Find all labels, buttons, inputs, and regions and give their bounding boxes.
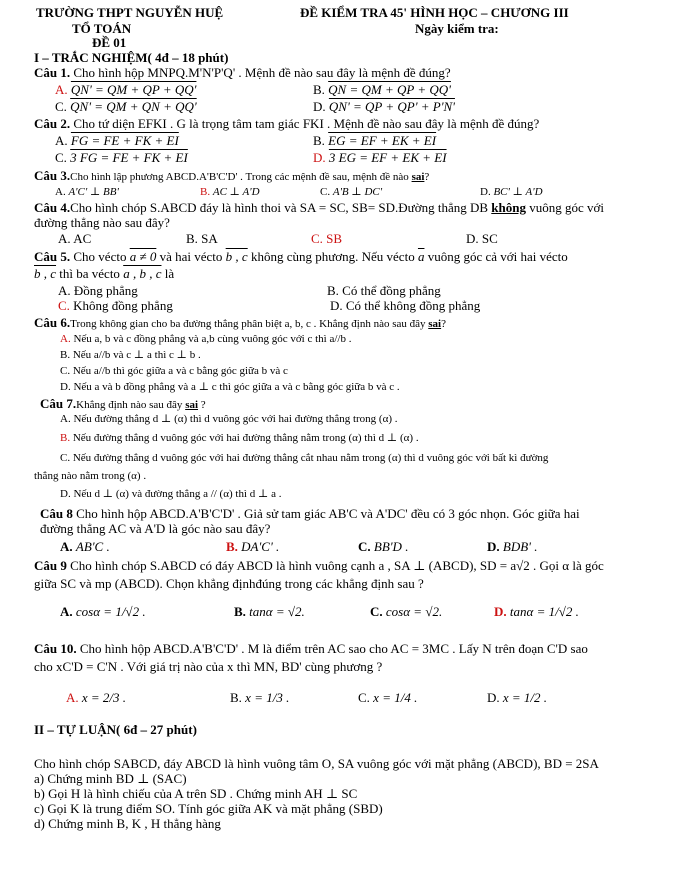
q9-option-b: B. tanα = √2. (234, 604, 305, 619)
q7-option-a: A. Nếu đường thẳng d ⊥ (α) thì d vuông góc với hai đường thẳng trong (α) . (60, 413, 398, 425)
q1-option-d: D. QN' = QP + QP' + P'N' (313, 99, 455, 114)
q6-option-a: A. Nếu a, b và c đồng phẳng và a,b cùng vuông góc với c thì a//b . (60, 333, 352, 345)
exam-title: ĐỀ KIỂM TRA 45' HÌNH HỌC – CHƯƠNG III (300, 5, 569, 20)
essay-item-a: a) Chứng minh BD ⊥ (SAC) (34, 771, 187, 786)
q1-option-c: C. QN' = QM + QN + QQ' (55, 99, 197, 114)
question-4: Câu 4.Cho hình chóp S.ABCD đáy là hình thoi và SA = SC, SB= SD.Đường thẳng DB không vuông góc với (34, 200, 604, 215)
essay-prompt: Cho hình chóp SABCD, đáy ABCD là hình vuông tâm O, SA vuông góc với mặt phẳng (ABCD), BD = 2SA (34, 756, 599, 771)
essay-item-c: c) Gọi K là trung điểm SO. Tính góc giữa AK và mặt phẳng (SBD) (34, 801, 383, 816)
exam-code: ĐỀ 01 (92, 35, 127, 50)
q2-option-a: A. FG = FE + FK + EI (55, 133, 179, 148)
q9-option-d: D. tanα = 1/√2 . (494, 604, 579, 619)
q7-option-c: C. Nếu đường thẳng d vuông góc với hai đường thẳng cắt nhau nằm trong (α) thì d vuông góc với bất kì đường (60, 452, 549, 464)
q5-option-d: D. Có thể không đồng phẳng (330, 298, 481, 313)
question-1: Câu 1. Cho hình hộp MNPQ.M'N'P'Q' . Mệnh đề nào sau đây là mệnh đề đúng? (34, 65, 451, 80)
department: TỔ TOÁN (72, 21, 132, 36)
q3-option-b: B. AC ⊥ A'D (200, 186, 260, 198)
q8-option-c: C. BB'D . (358, 539, 409, 554)
question-9-line2: giữa SC và mp (ABCD). Chọn khẳng địnhđúng trong các khẳng định sau ? (34, 576, 424, 591)
q1-option-a: A. QN' = QM + QP + QQ' (55, 82, 197, 97)
question-8: Câu 8 Cho hình hộp ABCD.A'B'C'D' . Giả sử tam giác AB'C và A'DC' đều có 3 góc nhọn. Góc giữa hai (40, 506, 580, 521)
question-6: Câu 6.Trong không gian cho ba đường thẳng phân biệt a, b, c . Khẳng định nào sau đây sai? (34, 315, 446, 330)
q7-option-b: B. Nếu đường thẳng d vuông góc với hai đường thẳng nằm trong (α) thì d ⊥ (α) . (60, 432, 419, 444)
q5-option-b: B. Có thể đồng phẳng (327, 283, 441, 298)
q6-option-c: C. Nếu a//b thì góc giữa a và c bằng góc giữa b và c (60, 365, 288, 377)
q3-option-c: C. A'B ⊥ DC' (320, 186, 383, 198)
q9-option-a: A. cosα = 1/√2 . (60, 604, 146, 619)
school-name: TRƯỜNG THPT NGUYỄN HUỆ (36, 5, 224, 20)
q2-option-d: D. 3 EG = EF + EK + EI (313, 150, 447, 165)
q3-option-d: D. BC' ⊥ A'D (480, 186, 543, 198)
question-5: Câu 5. Cho vécto a ≠ 0 và hai vécto b , c không cùng phương. Nếu vécto $\overline{a}$ vuông góc cả với hai vécto (34, 249, 568, 264)
q7-option-d: D. Nếu d ⊥ (α) và đường thẳng a // (α) thì d ⊥ a . (60, 488, 282, 500)
essay-item-b: b) Gọi H là hình chiếu của A trên SD . Chứng minh AH ⊥ SC (34, 786, 358, 801)
question-7: Câu 7.Khẳng định nào sau đây sai ? (40, 396, 206, 411)
question-2: Câu 2. Cho tứ diện EFKI . G là trọng tâm tam giác FKI . Mệnh đề nào sau đây là mệnh đề đúng? (34, 116, 540, 131)
question-10-line2: cho xC'D = C'N . Với giá trị nào của x thì MN, BD' cùng phương ? (34, 659, 383, 674)
q4-option-b: B. SA (186, 231, 218, 246)
part2-title: II – TỰ LUẬN( 6đ – 27 phút) (34, 722, 197, 737)
question-9: Câu 9 Cho hình chóp S.ABCD có đáy ABCD là hình vuông cạnh a , SA ⊥ (ABCD), SD = a√2 . Gọi α là góc (34, 558, 604, 573)
question-10: Câu 10. Cho hình hộp ABCD.A'B'C'D' . M là điểm trên AC sao cho AC = 3MC . Lấy N trên đoạn C'D sao (34, 641, 588, 656)
q10-option-a: A. x = 2/3 . (66, 690, 127, 705)
question-3: Câu 3.Cho hình lập phương ABCD.A'B'C'D' . Trong các mệnh đề sau, mệnh đề nào sai? (34, 168, 430, 183)
q8-option-d: D. BDB' . (487, 539, 538, 554)
q2-option-c: C. 3 FG = FE + FK + EI (55, 150, 188, 165)
q10-option-c: C. x = 1/4 . (358, 690, 418, 705)
q10-option-b: B. x = 1/3 . (230, 690, 290, 705)
q5-option-a: A. Đồng phẳng (58, 283, 138, 298)
q7-option-c-line2: thẳng nào nằm trong (α) . (34, 470, 147, 482)
q5-option-c: C. Không đồng phẳng (58, 298, 173, 313)
q8-option-b: B. DA'C' . (226, 539, 280, 554)
q10-option-d: D. x = 1/2 . (487, 690, 548, 705)
q9-option-c: C. cosα = √2. (370, 604, 443, 619)
question-5-line2: b , c thì ba vécto a , b , c là (34, 266, 175, 281)
question-8-line2: đường thẳng AC và A'D là góc nào sau đây? (40, 521, 271, 536)
q4-option-d: D. SC (466, 231, 498, 246)
q4-option-c: C. SB (311, 231, 343, 246)
q1-option-b: B. QN = QM + QP + QQ' (313, 82, 451, 97)
q4-option-a: A. AC (58, 231, 92, 246)
q3-option-a: A. A'C' ⊥ BB' (55, 186, 119, 198)
question-4-line2: đường thẳng nào sau đây? (34, 215, 170, 230)
q2-option-b: B. EG = EF + EK + EI (313, 133, 437, 148)
exam-date-label: Ngày kiểm tra: (415, 21, 499, 36)
q6-option-b: B. Nếu a//b và c ⊥ a thì c ⊥ b . (60, 349, 201, 361)
part1-title: I – TRẮC NGHIỆM( 4đ – 18 phút) (34, 50, 229, 65)
q8-option-a: A. AB'C . (60, 539, 110, 554)
q6-option-d: D. Nếu a và b đồng phẳng và a ⊥ c thì góc giữa a và c bằng góc giữa b và c . (60, 381, 400, 393)
essay-item-d: d) Chứng minh B, K , H thẳng hàng (34, 816, 221, 831)
